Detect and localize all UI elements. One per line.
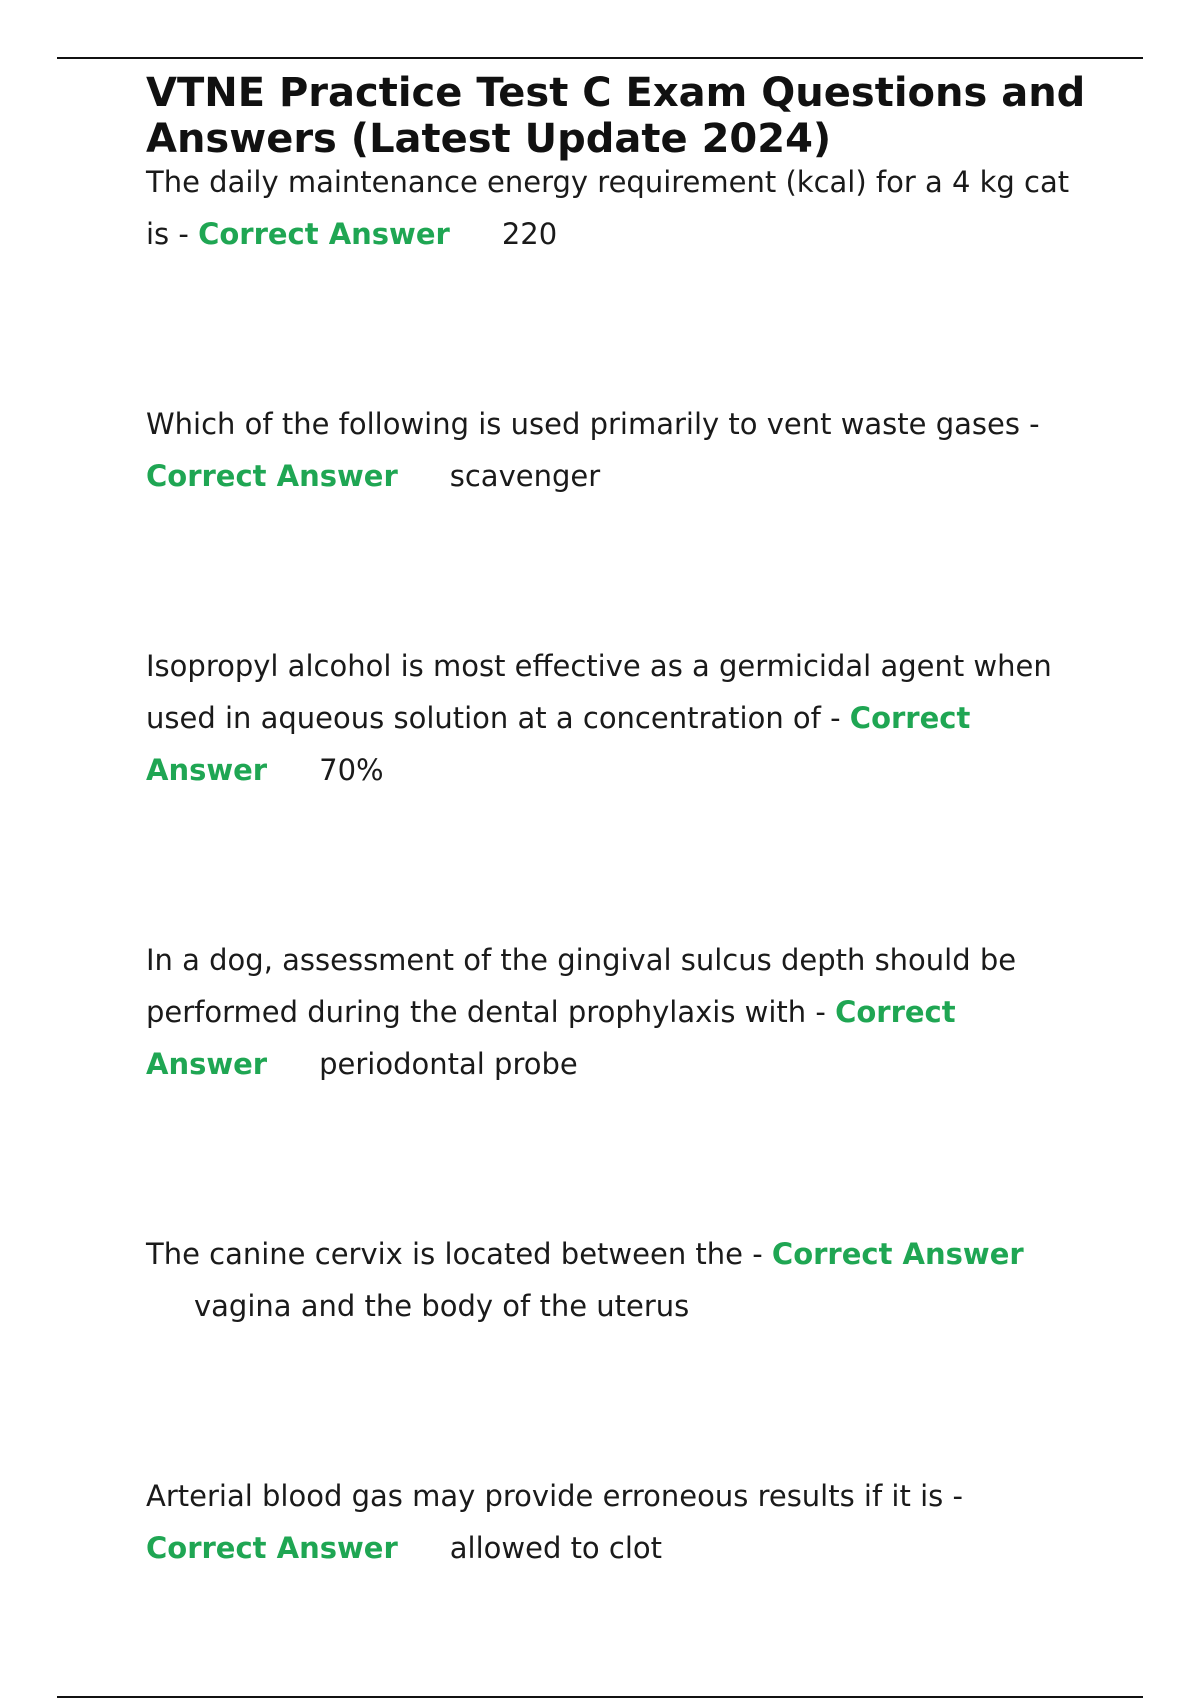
correct-answer-label: Correct Answer — [146, 701, 971, 787]
qa-item — [146, 156, 1086, 260]
top-rule — [57, 57, 1143, 59]
question-text: Which of the following is used primarily to vent waste gases - — [146, 407, 1040, 441]
correct-answer-label: Correct Answer — [198, 217, 450, 251]
correct-answer-label: Correct Answer — [771, 1237, 1024, 1271]
document-body — [146, 70, 1086, 1574]
question-text: Isopropyl alcohol is most effective as a germicidal agent when used in aqueous solution at a concentration of - — [146, 649, 1052, 735]
qa-item — [146, 1228, 1086, 1332]
question-text: Arterial blood gas may provide erroneous results if it is - — [146, 1479, 963, 1513]
document-title: VTNE Practice Test C Exam Questions and Answers (Latest Update 2024) — [146, 70, 1086, 162]
correct-answer-label: Correct Answer — [146, 459, 398, 493]
answer-text: periodontal probe — [319, 1047, 578, 1081]
qa-item — [146, 640, 1086, 796]
question-text: The canine cervix is located between the - — [146, 1237, 763, 1271]
answer-text: vagina and the body of the uterus — [194, 1289, 690, 1323]
question-text: The daily maintenance energy requirement (kcal) for a 4 kg cat is - — [146, 165, 1070, 251]
correct-answer-label: Correct Answer — [146, 1531, 398, 1565]
question-text: In a dog, assessment of the gingival sulcus depth should be performed during the dental prophylaxis with - — [146, 943, 1017, 1029]
answer-text: 70% — [319, 753, 384, 787]
bottom-rule — [57, 1696, 1143, 1698]
correct-answer-label: Correct Answer — [146, 995, 956, 1081]
answer-text: 220 — [501, 217, 558, 251]
answer-text: scavenger — [449, 459, 601, 493]
qa-item — [146, 1470, 1086, 1574]
answer-text: allowed to clot — [449, 1531, 663, 1565]
qa-item — [146, 398, 1086, 502]
qa-item — [146, 934, 1086, 1090]
